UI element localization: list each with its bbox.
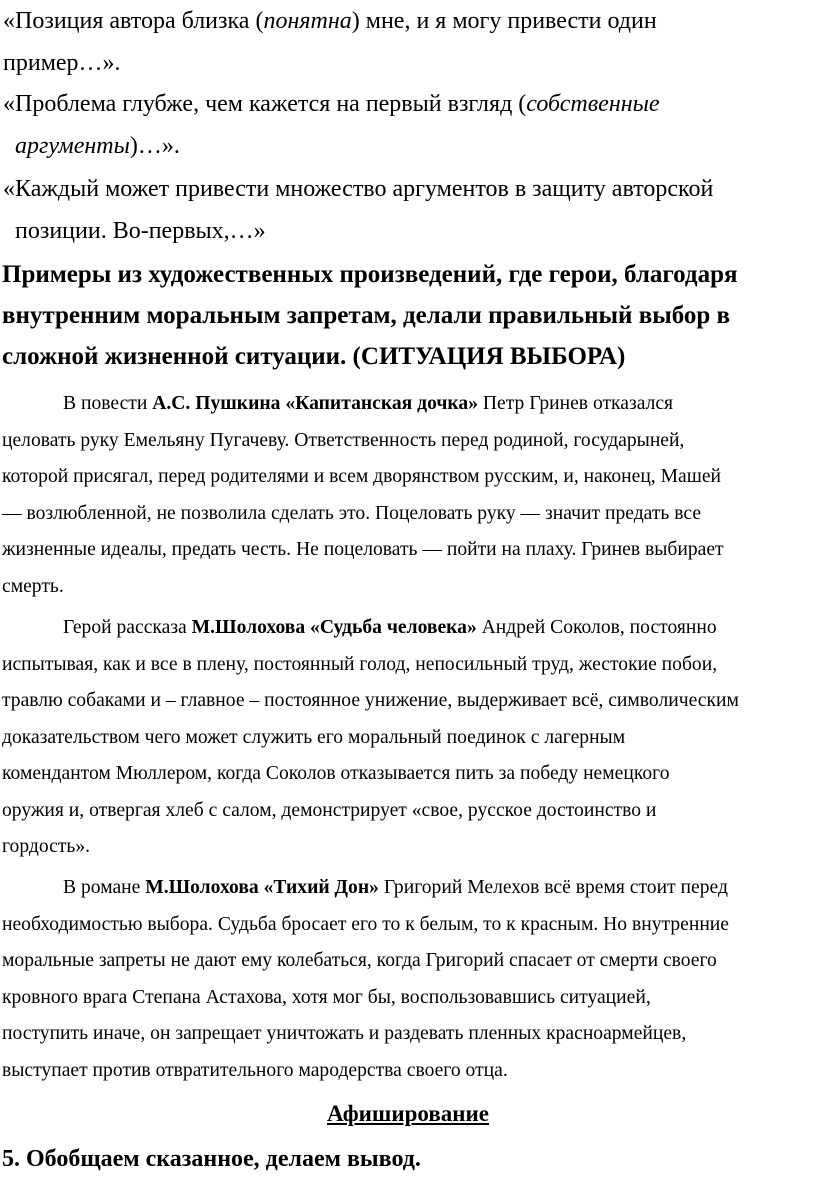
paragraph-line	[2, 870, 814, 907]
paragraph-text: Петр Гринев отказался	[478, 393, 674, 414]
quote-1-line-2: пример…».	[3, 50, 121, 76]
paragraph-line: жизненные идеалы, предать честь. Не поцеловать — пойти на плаху. Гринев выбирает	[2, 539, 724, 560]
quote-1	[3, 0, 815, 84]
quote-2	[3, 83, 815, 167]
heading-line: внутренним моральным запретам, делали правильный выбор в	[2, 302, 731, 329]
paragraph-line: оружия и, отвергая хлеб с салом, демонстрирует «свое, русское достоинство и	[2, 799, 657, 821]
quote-text: )…».	[129, 133, 180, 159]
paragraph-line: кровного врага Степана Астахова, хотя мог бы, воспользовавшись ситуацией,	[2, 986, 651, 1008]
section-title-text: Афиширование	[327, 1101, 489, 1126]
paragraph-line: поступить иначе, он запрещает уничтожать и раздевать пленных красноармейцев,	[2, 1023, 687, 1044]
paragraph-line: комендантом Мюллером, когда Соколов отказывается пить за победу немецкого	[2, 763, 670, 784]
quote-italic: аргументы	[15, 133, 130, 159]
paragraph-line: моральные запреты не дают ему колебаться, когда Григорий спасает от смерти своего	[2, 950, 717, 971]
paragraph-line: смерть.	[2, 575, 64, 597]
quote-3-line-2: позиции. Во-первых,…»	[15, 218, 266, 244]
quote-text: «Позиция автора близка (	[3, 8, 264, 34]
paragraph-text: В повести	[63, 393, 153, 414]
quote-text: ) мне, и я могу привести один	[351, 8, 657, 34]
paragraph-line: целовать руку Емельяну Пугачеву. Ответственность перед родиной, государыней,	[2, 429, 685, 451]
work-title: М.Шолохова «Судьба человека»	[191, 617, 477, 638]
paragraph-sholokhov-fate	[2, 610, 814, 866]
section-title	[0, 1097, 816, 1131]
work-title: М.Шолохова «Тихий Дон»	[145, 877, 379, 898]
paragraph-text: Григорий Мелехов всё время стоит перед	[378, 877, 728, 898]
paragraph-sholokhov-don	[2, 870, 814, 1089]
quote-1-line-1	[3, 0, 815, 42]
paragraph-line: испытывая, как и все в плену, постоянный голод, непосильный труд, жестокие побои,	[2, 653, 718, 675]
quote-text: «Проблема глубже, чем кажется на первый взгляд (	[3, 91, 527, 117]
paragraph-text: В романе	[63, 877, 146, 898]
paragraph-pushkin	[2, 386, 814, 605]
quote-italic: понятна	[263, 8, 352, 34]
paragraph-line: — возлюбленной, не позволила сделать это. Поцеловать руку — значит предать все	[2, 502, 702, 524]
examples-heading	[2, 254, 814, 377]
paragraph-line: необходимостью выбора. Судьба бросает его то к белым, то к красным. Но внутренние	[2, 913, 729, 935]
quote-2-line-2	[3, 125, 815, 167]
quote-italic: собственные	[526, 91, 660, 117]
paragraph-line	[2, 386, 814, 423]
paragraph-line	[2, 610, 814, 647]
quote-3-line-1: «Каждый может привести множество аргументов в защиту авторской	[3, 176, 714, 202]
final-heading: 5. Обобщаем сказанное, делаем вывод.	[2, 1146, 421, 1172]
paragraph-line: доказательством чего может служить его моральный поединок с лагерным	[2, 726, 626, 748]
paragraph-line: гордость».	[2, 836, 91, 857]
quote-2-line-1	[3, 83, 815, 125]
quote-3	[3, 168, 815, 252]
paragraph-text: Андрей Соколов, постоянно	[476, 617, 717, 638]
work-title: А.С. Пушкина «Капитанская дочка»	[152, 393, 478, 414]
paragraph-text: Герой рассказа	[63, 617, 192, 638]
heading-line: сложной жизненной ситуации. (СИТУАЦИЯ ВЫБОРА)	[2, 343, 626, 370]
paragraph-line: которой присягал, перед родителями и всем дворянством русским, и, наконец, Машей	[2, 466, 721, 487]
heading-line: Примеры из художественных произведений, где герои, благодаря	[2, 261, 738, 288]
paragraph-line: травлю собаками и – главное – постоянное унижение, выдерживает всё, символическим	[2, 690, 739, 711]
paragraph-line: выступает против отвратительного мародерства своего отца.	[2, 1059, 508, 1081]
